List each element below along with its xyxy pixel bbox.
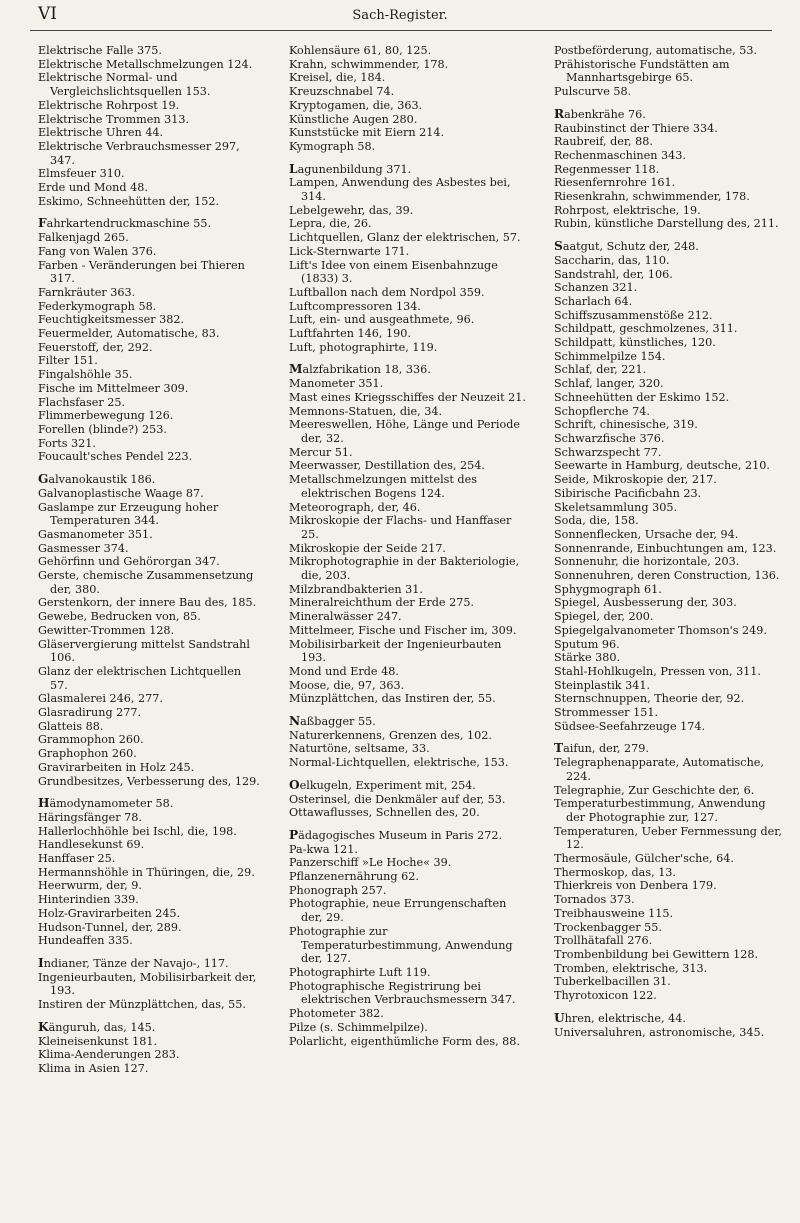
index-entry: Postbeförderung, automatische, 53. xyxy=(554,44,758,57)
index-entry: Thermosäule, Gülcher'sche, 64. xyxy=(554,852,734,866)
index-entry: Kymograph 58. xyxy=(289,139,376,153)
index-entry: Photometer 382. xyxy=(289,1007,384,1021)
index-entry: Kunststücke mit Eiern 214. xyxy=(289,126,445,140)
index-entry: Meereswellen, Höhe, Länge und Periode der, 32. xyxy=(289,418,520,445)
index-entry: Ingenieurbauten, Mobilisirbarkeit der, 193. xyxy=(38,970,257,998)
index-entry: Trockenbagger 55. xyxy=(554,920,662,934)
index-entry: Elektrische Falle 375. xyxy=(38,44,162,57)
letter-group-spacer xyxy=(38,1012,260,1021)
index-entry: Milzbrandbakterien 31. xyxy=(289,582,423,596)
index-entry: Seide, Mikroskopie der, 217. xyxy=(554,473,717,487)
index-entry: Grammophon 260. xyxy=(38,733,144,747)
index-entry: Luft, ein- und ausgeathmete, 96. xyxy=(289,313,475,327)
index-entry: Gerste, chemische Zusammensetzung der, 380. xyxy=(38,569,254,596)
index-entry: Manometer 351. xyxy=(289,377,384,391)
index-entry: Elektrische Verbrauchsmesser 297, 347. xyxy=(38,139,240,167)
index-entry: Heerwurm, der, 9. xyxy=(38,879,142,893)
index-entry: Hudson-Tunnel, der, 289. xyxy=(38,920,182,934)
index-entry: Photographische Registrirung bei elektrischen Verbrauchsmessern 347. xyxy=(289,979,516,1007)
index-entry: Pflanzenernährung 62. xyxy=(289,870,419,884)
index-entry: Panzerschiff »Le Hoche« 39. xyxy=(289,856,452,870)
index-entry: Trollhätafall 276. xyxy=(554,934,653,948)
index-entry: Trombenbildung bei Gewittern 128. xyxy=(554,948,759,961)
letter-group-initial: U xyxy=(554,1010,565,1025)
page-header xyxy=(0,0,800,40)
index-entry: Sibirische Pacificbahn 23. xyxy=(554,486,702,500)
letter-group-initial: M xyxy=(289,362,303,377)
index-entry: Normal-Lichtquellen, elektrische, 153. xyxy=(289,756,509,770)
index-entry: Münzplättchen, das Instiren der, 55. xyxy=(289,692,496,706)
index-entry: Gläservergierung mittelst Sandstrahl 106. xyxy=(38,637,250,665)
letter-group-spacer xyxy=(554,1003,786,1012)
index-entry: Universaluhren, astronomische, 345. xyxy=(554,1025,765,1039)
letter-group-spacer xyxy=(289,706,527,715)
index-entry: Instiren der Münzplättchen, das, 55. xyxy=(38,998,246,1012)
index-entry: Glasmalerei 246, 277. xyxy=(38,692,163,706)
index-entry: Saccharin, das, 110. xyxy=(554,253,670,267)
index-entry: Lagunenbildung 371. xyxy=(289,161,412,176)
letter-group-spacer xyxy=(38,464,260,473)
index-entry: Treibhausweine 115. xyxy=(554,906,674,920)
index-entry: Raubinstinct der Thiere 334. xyxy=(554,121,718,135)
index-entry: Tornados 373. xyxy=(554,893,635,907)
index-entry: Stahl-Hohlkugeln, Pressen von, 311. xyxy=(554,664,761,678)
index-entry: Luftfahrten 146, 190. xyxy=(289,327,411,341)
index-entry: Häringsfänger 78. xyxy=(38,810,142,824)
index-entry: Mast eines Kriegsschiffes der Neuzeit 21. xyxy=(289,390,526,404)
letter-group-initial: S xyxy=(554,239,563,254)
index-entry: Thierkreis von Denbera 179. xyxy=(554,879,717,893)
index-entry: Spiegel, der, 200. xyxy=(554,610,654,624)
index-entry: Galvanokaustik 186. xyxy=(38,472,156,487)
index-entry: Riesenfernrohre 161. xyxy=(554,176,676,190)
index-entry: Saatgut, Schutz der, 248. xyxy=(554,239,699,254)
index-entry: Photographie, neue Errungenschaften der, 29. xyxy=(289,897,507,925)
index-entry: Galvanoplastische Waage 87. xyxy=(38,486,204,500)
letter-group-initial: N xyxy=(289,714,301,729)
index-entry: Schlaf, langer, 320. xyxy=(554,377,664,391)
letter-group-spacer xyxy=(38,948,260,957)
letter-group-initial: T xyxy=(554,741,564,756)
index-entry: Sputum 96. xyxy=(554,637,620,651)
index-entry: Kleineisenkunst 181. xyxy=(38,1034,157,1048)
index-entry: Luft, photographirte, 119. xyxy=(289,340,438,354)
index-entry: Lichtquellen, Glanz der elektrischen, 57. xyxy=(289,231,521,245)
page-number: VI xyxy=(38,4,57,24)
letter-group-initial: G xyxy=(38,472,49,487)
index-entry: Kreisel, die, 184. xyxy=(289,71,386,85)
index-entry: Holz-Gravirarbeiten 245. xyxy=(38,906,181,920)
index-entry: Schneehütten der Eskimo 152. xyxy=(554,390,730,404)
letter-group-initial: R xyxy=(554,106,565,121)
index-entry: Feuchtigkeitsmesser 382. xyxy=(38,313,185,327)
page-title: Sach-Register. xyxy=(352,8,448,23)
index-entry: Schopflerche 74. xyxy=(554,404,650,418)
index-entry: Hämodynamometer 58. xyxy=(38,796,174,811)
index-entry: Photographirte Luft 119. xyxy=(289,966,431,979)
index-entry: Sternschnuppen, Theorie der, 92. xyxy=(554,692,745,706)
index-entry: Farben - Veränderungen bei Thieren 317. xyxy=(38,258,245,286)
index-entry: Tuberkelbacillen 31. xyxy=(554,975,671,989)
index-entry: Polarlicht, eigenthümliche Form des, 88. xyxy=(289,1034,520,1048)
index-entry: Pädagogisches Museum in Paris 272. xyxy=(289,827,502,842)
index-entry: Schwarzspecht 77. xyxy=(554,445,662,459)
index-entry: Naturtöne, seltsame, 33. xyxy=(289,742,430,756)
index-entry: Schimmelpilze 154. xyxy=(554,349,666,363)
index-entry: Mikrophotographie in der Bakteriologie, die, 203. xyxy=(289,555,520,583)
index-entry: Krahn, schwimmender, 178. xyxy=(289,57,449,71)
index-entry: Klima-Aenderungen 283. xyxy=(38,1048,180,1062)
index-entry: Sonnenuhr, die horizontale, 203. xyxy=(554,555,740,569)
index-entry: Gewitter-Trommen 128. xyxy=(38,623,175,637)
index-entry: Temperaturen, Ueber Fernmessung der, 12. xyxy=(554,824,782,852)
index-entry: Pa-kwa 121. xyxy=(289,842,358,856)
index-entry: Hinterindien 339. xyxy=(38,893,139,907)
index-entry: Känguruh, das, 145. xyxy=(38,1019,156,1034)
index-column-1 xyxy=(38,44,260,1076)
index-entry: Metallschmelzungen mittelst des elektrischen Bogens 124. xyxy=(289,473,477,500)
index-column-2 xyxy=(289,44,527,1048)
index-entry: Lepra, die, 26. xyxy=(289,217,372,231)
index-entry: Naßbagger 55. xyxy=(289,714,376,729)
index-entry: Prähistorische Fundstätten am Mannhartsgebirge 65. xyxy=(554,57,730,85)
index-entry: Lift's Idee von einem Eisenbahnzuge (1833) 3. xyxy=(289,258,498,286)
index-entry: Seewarte in Hamburg, deutsche, 210. xyxy=(554,459,770,473)
index-entry: Elektrische Normal- und Vergleichslichtsquellen 153. xyxy=(38,71,211,99)
index-entry: Kohlensäure 61, 80, 125. xyxy=(289,44,432,57)
index-entry: Soda, die, 158. xyxy=(554,514,639,528)
index-entry: Kryptogamen, die, 363. xyxy=(289,98,423,112)
index-entry: Feuermelder, Automatische, 83. xyxy=(38,327,220,341)
index-entry: Falkenjagd 265. xyxy=(38,231,129,245)
index-entry: Elektrische Uhren 44. xyxy=(38,126,164,140)
letter-group-spacer xyxy=(289,820,527,829)
index-entry: Gerstenkorn, der innere Bau des, 185. xyxy=(38,596,257,610)
index-entry: Rechenmaschinen 343. xyxy=(554,148,686,162)
index-entry: Gasmesser 374. xyxy=(38,541,129,555)
index-entry: Telegraphie, Zur Geschichte der, 6. xyxy=(554,783,755,797)
index-entry: Lick-Sternwarte 171. xyxy=(289,244,410,258)
index-entry: Flachsfaser 25. xyxy=(38,395,126,409)
index-entry: Gewebe, Bedrucken von, 85. xyxy=(38,610,201,624)
index-entry: Elektrische Rohrpost 19. xyxy=(38,98,180,112)
index-entry: Mercur 51. xyxy=(289,445,353,459)
letter-group-initial: F xyxy=(38,216,47,231)
index-entry: Naturerkennens, Grenzen des, 102. xyxy=(289,728,492,742)
letter-group-spacer xyxy=(289,770,527,779)
index-entry: Glanz der elektrischen Lichtquellen 57. xyxy=(38,664,242,692)
index-entry: Pilze (s. Schimmelpilze). xyxy=(289,1020,428,1034)
index-entry: Osterinsel, die Denkmäler auf der, 53. xyxy=(289,792,506,806)
index-entry: Luftcompressoren 134. xyxy=(289,299,421,313)
index-entry: Strommesser 151. xyxy=(554,706,658,720)
index-entry: Thermoskop, das, 13. xyxy=(554,865,676,879)
index-entry: Regenmesser 118. xyxy=(554,162,660,176)
index-entry: Mittelmeer, Fische und Fischer im, 309. xyxy=(289,623,517,637)
index-entry: Forellen (blinde?) 253. xyxy=(38,422,167,436)
letter-group-initial: L xyxy=(289,161,298,176)
index-entry: Hanffaser 25. xyxy=(38,852,116,866)
index-entry: Grundbesitzes, Verbesserung des, 129. xyxy=(38,774,260,788)
letter-group-initial: I xyxy=(38,956,44,970)
index-entry: Mobilisirbarkeit der Ingenieurbauten 193. xyxy=(289,637,502,665)
index-entry: Luftballon nach dem Nordpol 359. xyxy=(289,285,485,299)
index-entry: Sonnenrande, Einbuchtungen am, 123. xyxy=(554,541,777,555)
index-entry: Farnkräuter 363. xyxy=(38,285,136,299)
index-entry: Tromben, elektrische, 313. xyxy=(554,961,708,975)
index-entry: Sphygmograph 61. xyxy=(554,582,662,596)
index-entry: Filter 151. xyxy=(38,354,98,368)
index-entry: Photographie zur Temperaturbestimmung, Anwendung der, 127. xyxy=(289,924,513,966)
index-entry: Kreuzschnabel 74. xyxy=(289,85,395,99)
letter-group-initial: H xyxy=(38,796,50,811)
index-entry: Temperaturbestimmung, Anwendung der Photographie zur, 127. xyxy=(554,797,766,824)
index-entry: Spiegelgalvanometer Thomson's 249. xyxy=(554,623,767,637)
letter-group-spacer xyxy=(554,231,786,240)
index-entry: Scharlach 64. xyxy=(554,294,633,308)
index-entry: Lebelgewehr, das, 39. xyxy=(289,203,414,217)
index-entry: Eskimo, Schneehütten der, 152. xyxy=(38,194,220,208)
index-entry: Handlesekunst 69. xyxy=(38,838,145,852)
index-entry: Feuerstoff, der, 292. xyxy=(38,340,153,354)
index-entry: Hundeaffen 335. xyxy=(38,934,133,948)
index-entry: Sandstrahl, der, 106. xyxy=(554,267,673,281)
index-entry: Forts 321. xyxy=(38,436,96,450)
index-entry: Südsee-Seefahrzeuge 174. xyxy=(554,719,706,733)
index-entry: Stärke 380. xyxy=(554,651,621,665)
index-entry: Schrift, chinesische, 319. xyxy=(554,418,698,432)
index-entry: Hermannshöhle in Thüringen, die, 29. xyxy=(38,865,255,879)
index-entry: Gasmanometer 351. xyxy=(38,527,153,541)
index-entry: Indianer, Tänze der Navajo-, 117. xyxy=(38,956,229,970)
index-entry: Fang von Walen 376. xyxy=(38,244,157,258)
index-entry: Elektrische Metallschmelzungen 124. xyxy=(38,57,253,71)
index-entry: Malzfabrikation 18, 336. xyxy=(289,362,431,377)
index-entry: Schiffszusammenstöße 212. xyxy=(554,308,713,322)
index-entry: Thyrotoxicon 122. xyxy=(554,989,657,1003)
index-entry: Oelkugeln, Experiment mit, 254. xyxy=(289,777,476,792)
index-entry: Mikroskopie der Flachs- und Hanffaser 25. xyxy=(289,514,512,541)
index-entry: Mineralreichthum der Erde 275. xyxy=(289,596,474,610)
index-entry: Lampen, Anwendung des Asbestes bei, 314. xyxy=(289,176,511,204)
index-entry: Glatteis 88. xyxy=(38,719,104,733)
index-entry: Moose, die, 97, 363. xyxy=(289,678,405,692)
index-column-3 xyxy=(554,44,786,1039)
index-entry: Steinplastik 341. xyxy=(554,678,651,692)
index-entry: Schwarzfische 376. xyxy=(554,431,665,445)
index-entry: Gehörfinn und Gehörorgan 347. xyxy=(38,555,220,569)
letter-group-spacer xyxy=(38,788,260,797)
index-entry: Schildpatt, geschmolzenes, 311. xyxy=(554,322,738,336)
index-entry: Federkymograph 58. xyxy=(38,299,157,313)
index-entry: Rubin, künstliche Darstellung des, 211. xyxy=(554,217,779,231)
letter-group-spacer xyxy=(554,99,786,108)
index-entry: Flimmerbewegung 126. xyxy=(38,409,174,423)
index-entry: Mineralwässer 247. xyxy=(289,610,402,624)
index-entry: Taifun, der, 279. xyxy=(554,741,649,756)
letter-group-initial: P xyxy=(289,827,299,842)
index-entry: Klima in Asien 127. xyxy=(38,1061,149,1075)
letter-group-initial: O xyxy=(289,777,300,792)
index-entry: Mikroskopie der Seide 217. xyxy=(289,541,446,555)
index-entry: Meerwasser, Destillation des, 254. xyxy=(289,459,485,473)
index-entry: Gravirarbeiten in Holz 245. xyxy=(38,760,195,774)
index-entry: Fingalshöhle 35. xyxy=(38,368,133,382)
index-entry: Elmsfeuer 310. xyxy=(38,167,125,181)
index-entry: Sonnenflecken, Ursache der, 94. xyxy=(554,527,739,541)
index-entry: Erde und Mond 48. xyxy=(38,181,148,195)
index-entry: Skeletsammlung 305. xyxy=(554,500,678,514)
index-entry: Schildpatt, künstliches, 120. xyxy=(554,336,716,350)
index-entry: Fahrkartendruckmaschine 55. xyxy=(38,216,211,231)
index-entry: Schlaf, der, 221. xyxy=(554,363,647,377)
index-entry: Raubreif, der, 88. xyxy=(554,135,653,149)
index-entry: Telegraphenapparate, Automatische, 224. xyxy=(554,756,764,783)
index-entry: Foucault'sches Pendel 223. xyxy=(38,450,193,464)
index-entry: Elektrische Trommen 313. xyxy=(38,112,190,126)
index-entry: Rohrpost, elektrische, 19. xyxy=(554,203,701,217)
index-entry: Memnons-Statuen, die, 34. xyxy=(289,404,443,418)
index-entry: Fische im Mittelmeer 309. xyxy=(38,381,189,395)
index-entry: Glasradirung 277. xyxy=(38,706,142,720)
index-entry: Hallerlochhöhle bei Ischl, die, 198. xyxy=(38,824,237,838)
index-entry: Rabenkrähe 76. xyxy=(554,106,646,121)
letter-group-spacer xyxy=(289,154,527,163)
index-entry: Spiegel, Ausbesserung der, 303. xyxy=(554,596,737,610)
header-rule xyxy=(30,30,772,31)
index-entry: Gaslampe zur Erzeugung hoher Temperaturen 344. xyxy=(38,500,219,528)
index-entry: Pulscurve 58. xyxy=(554,85,632,99)
index-entry: Künstliche Augen 280. xyxy=(289,112,418,126)
index-entry: Phonograph 257. xyxy=(289,883,387,897)
index-entry: Ottawaflusses, Schnellen des, 20. xyxy=(289,806,480,820)
letter-group-initial: K xyxy=(38,1019,49,1034)
index-entry: Sonnenuhren, deren Construction, 136. xyxy=(554,569,780,583)
index-entry: Meteorograph, der, 46. xyxy=(289,500,421,514)
index-entry: Graphophon 260. xyxy=(38,747,137,761)
index-entry: Riesenkrahn, schwimmender, 178. xyxy=(554,190,750,204)
index-entry: Mond und Erde 48. xyxy=(289,664,399,678)
index-entry: Uhren, elektrische, 44. xyxy=(554,1010,686,1025)
index-entry: Schanzen 321. xyxy=(554,281,638,295)
